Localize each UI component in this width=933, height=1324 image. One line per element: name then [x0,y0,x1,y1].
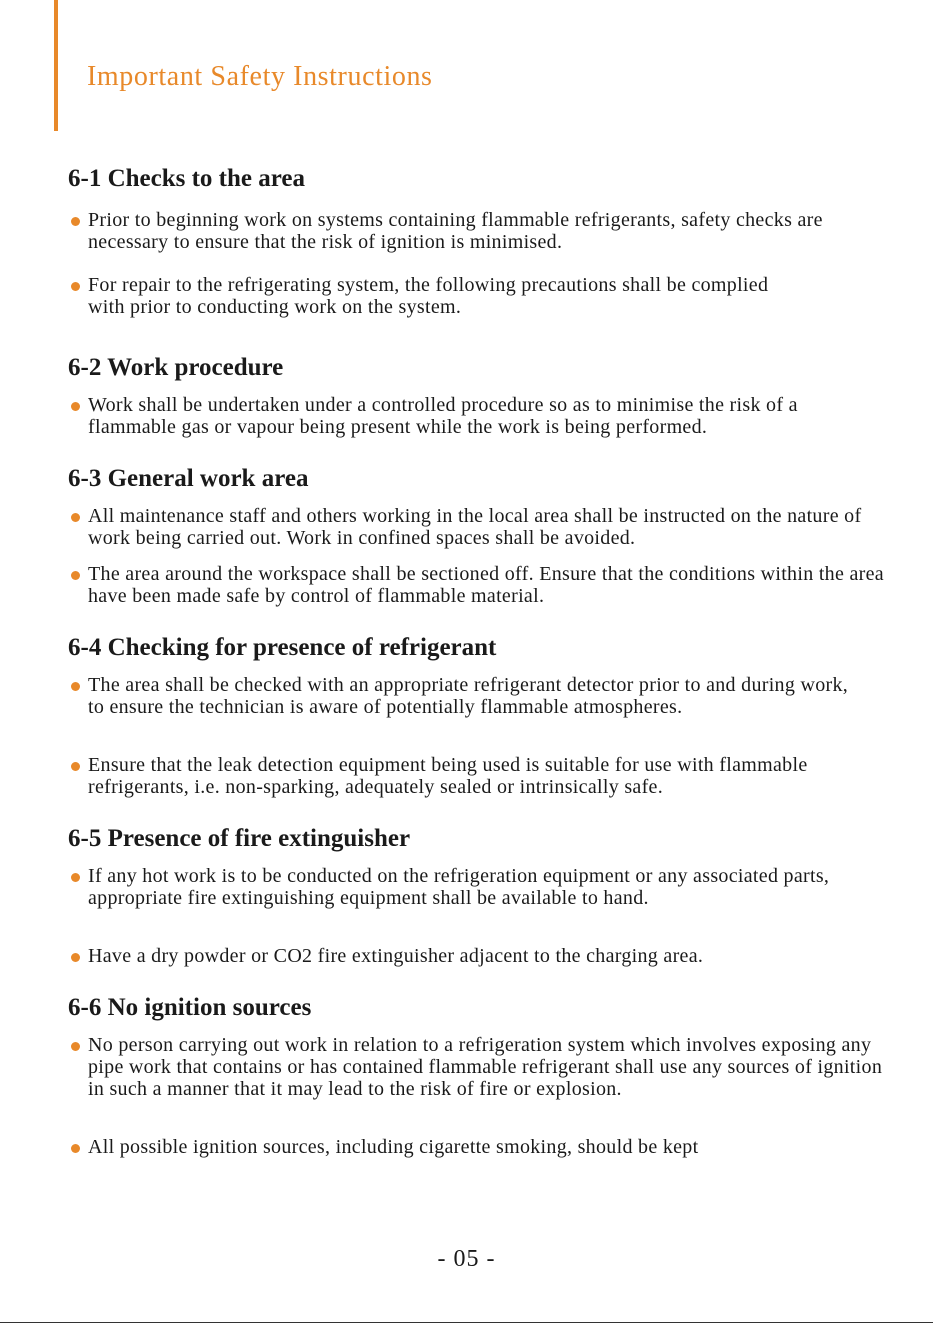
bullet-icon [71,402,80,411]
list-item [68,1136,888,1158]
list-item [68,865,868,909]
list-item [68,209,828,253]
section-heading-6-6: 6-6 No ignition sources [68,994,312,1021]
list-item [68,1034,883,1100]
bullet-icon [71,282,80,291]
header-accent-bar [54,0,58,131]
list-item-text: The area shall be checked with an appropriate refrigerant detector prior to and during work, to ensure the technician is aware of potentially flammable atmospheres. [88,674,849,718]
list-item-text: All possible ignition sources, including cigarette smoking, should be kept [88,1136,699,1158]
bottom-rule [0,1322,933,1323]
page-header-title: Important Safety Instructions [87,61,433,92]
bullet-icon [71,682,80,691]
bullet-icon [71,762,80,771]
list-item-text: Work shall be undertaken under a controlled procedure so as to minimise the risk of a flammable gas or vapour being present while the work is being performed. [88,394,798,438]
bullet-icon [71,873,80,882]
bullet-icon [71,953,80,962]
section-heading-6-3: 6-3 General work area [68,465,309,492]
bullet-icon [71,217,80,226]
section-heading-6-5: 6-5 Presence of fire extinguisher [68,825,411,852]
section-heading-6-1: 6-1 Checks to the area [68,165,305,192]
list-item [68,394,888,438]
list-item [68,674,858,718]
list-item [68,945,888,967]
bullet-icon [71,1144,80,1153]
list-item-text: If any hot work is to be conducted on the refrigeration equipment or any associated parts, appropriate fire extinguishing equipment shall be available to hand. [88,865,830,909]
list-item-text: Ensure that the leak detection equipment being used is suitable for use with flammable refrigerants, i.e. non-sparking, adequately sealed or intrinsically safe. [88,754,808,798]
bullet-icon [71,1042,80,1051]
list-item [68,505,888,549]
section-heading-6-2: 6-2 Work procedure [68,354,284,381]
bullet-icon [71,513,80,522]
list-item [68,754,893,798]
list-item-text: The area around the workspace shall be sectioned off. Ensure that the conditions within the area have been made safe by control of flammable material. [88,563,884,607]
list-item [68,563,888,607]
bullet-icon [71,571,80,580]
list-item-text: Prior to beginning work on systems containing flammable refrigerants, safety checks are necessary to ensure that the risk of ignition is minimised. [88,209,823,253]
section-heading-6-4: 6-4 Checking for presence of refrigerant [68,634,497,661]
list-item-text: No person carrying out work in relation to a refrigeration system which involves exposing any pipe work that contains or has contained flammable refrigerant shall use any sources of ignition in such a manner that it may lead to the risk of fire or explosion. [88,1034,883,1100]
list-item [68,274,808,318]
page-number: - 05 - [437,1246,496,1272]
list-item-text: All maintenance staff and others working in the local area shall be instructed on the nature of work being carried out. Work in confined spaces shall be avoided. [88,505,862,549]
list-item-text: For repair to the refrigerating system, the following precautions shall be complied with prior to conducting work on the system. [88,274,769,318]
list-item-text: Have a dry powder or CO2 fire extinguisher adjacent to the charging area. [88,945,704,967]
